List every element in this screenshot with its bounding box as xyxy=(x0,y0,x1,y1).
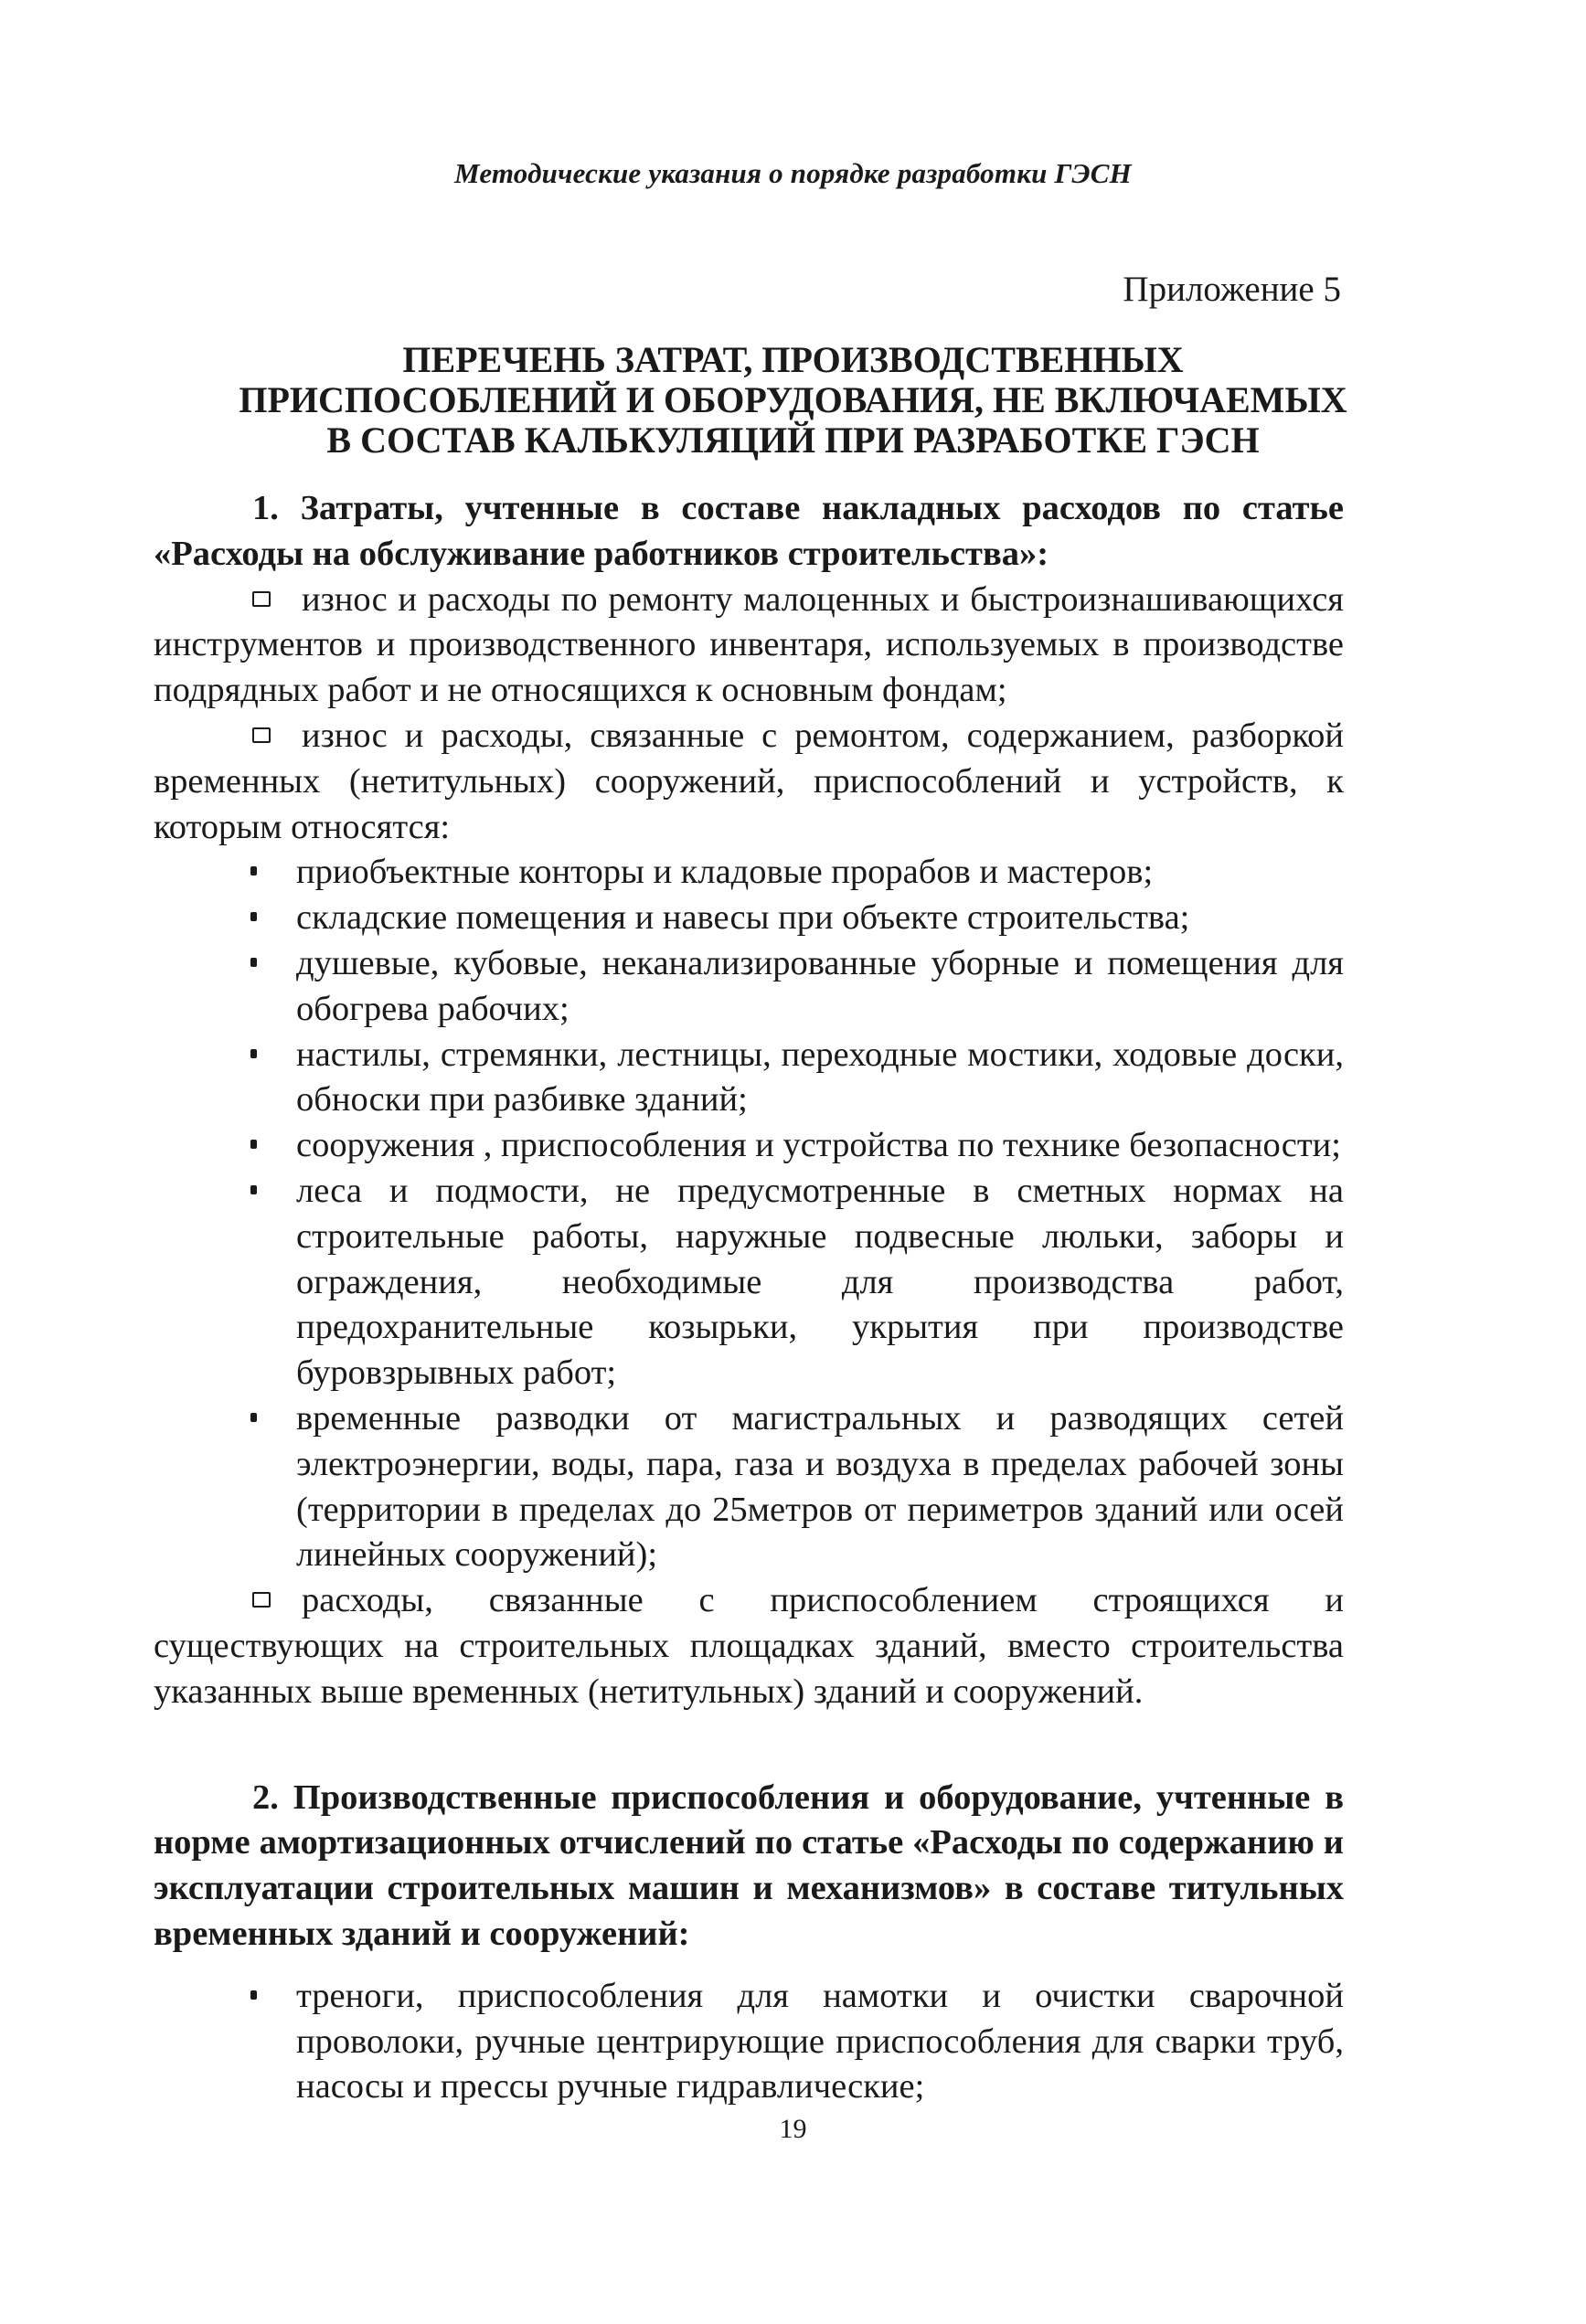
list-item-text: сооружения , приспособления и устройства по технике безопасности; xyxy=(296,1126,1341,1165)
document-body xyxy=(154,486,1344,2110)
title-line-2: ПРИСПОСОБЛЕНИЙ И ОБОРУДОВАНИЯ, НЕ ВКЛЮЧАЕМЫХ xyxy=(239,379,1347,420)
page-number: 19 xyxy=(779,2114,807,2144)
section-1-bullet-list xyxy=(154,850,1344,1578)
list-item xyxy=(154,1169,1344,1396)
list-item-text: временные разводки от магистральных и разводящих сетей электроэнергии, воды, пара, газа и воздуха в пределах рабочей зоны (территории в пределах до 25метров от периметров зданий или осей линейных сооружений); xyxy=(296,1398,1344,1575)
appendix-label: Приложение 5 xyxy=(1123,270,1341,309)
section-2-heading: 2. Производственные приспособления и оборудование, учтенные в норме амортизационных отчислений по статье «Расходы по содержанию и эксплуатации строительных машин и механизмов» в составе титульных временных зданий и сооружений: xyxy=(154,1777,1344,1953)
list-item-text: треноги, приспособления для намотки и очистки сварочной проволоки, ручные центрирующие приспособления для сварки труб, насосы и прессы ручные гидравлические; xyxy=(296,1976,1344,2106)
list-item xyxy=(154,941,1344,1033)
section-1-item-1-text: износ и расходы по ремонту малоценных и быстроизнашивающихся инструментов и производственного инвентаря, используемых в производстве подрядных работ и не относящихся к основным фондам; xyxy=(154,579,1344,710)
section-1-item-2 xyxy=(154,714,1344,850)
section-1-item-3-text: расходы, связанные с приспособлением строящихся и существующих на строительных площадках зданий, вместо строительства указанных выше временных (нетитульных) зданий и сооружений. xyxy=(154,1581,1344,1711)
list-item-text: леса и подмости, не предусмотренные в сметных нормах на строительные работы, наружные подвесные люльки, заборы и ограждения, необходимые для производства работ, предохранительные козырьки, укрытия при производстве буровзрывных работ; xyxy=(296,1171,1344,1393)
section-1-item-3 xyxy=(154,1578,1344,1714)
bullet-icon xyxy=(250,1049,257,1058)
list-item-text: душевые, кубовые, неканализированные уборные и помещения для обогрева рабочих; xyxy=(296,943,1344,1028)
bullet-icon xyxy=(250,912,257,921)
square-bullet-icon xyxy=(252,591,271,607)
list-item xyxy=(154,850,1344,896)
section-1-heading: 1. Затраты, учтенные в составе накладных расходов по статье «Расходы на обслуживание работников строительства»: xyxy=(154,489,1344,573)
list-item-text: настилы, стремянки, лестницы, переходные мостики, ходовые доски, обноски при разбивке зданий; xyxy=(296,1035,1344,1120)
list-item xyxy=(154,1123,1344,1169)
list-item xyxy=(154,1033,1344,1124)
document-title xyxy=(165,340,1421,461)
title-line-3: В СОСТАВ КАЛЬКУЛЯЦИЙ ПРИ РАЗРАБОТКЕ ГЭСН xyxy=(326,419,1260,461)
list-item-text: складские помещения и навесы при объекте строительства; xyxy=(296,898,1190,938)
bullet-icon xyxy=(250,1990,257,2000)
list-item-text: приобъектные конторы и кладовые прорабов и мастеров; xyxy=(296,853,1154,892)
running-header: Методические указания о порядке разработки ГЭСН xyxy=(454,157,1132,189)
square-bullet-icon xyxy=(252,1592,271,1608)
section-1-item-1 xyxy=(154,578,1344,714)
square-bullet-icon xyxy=(252,727,271,743)
bullet-icon xyxy=(250,1413,257,1422)
list-item xyxy=(154,1974,1344,2110)
bullet-icon xyxy=(250,958,257,967)
section-2-bullet-list xyxy=(154,1974,1344,2110)
section-spacer xyxy=(154,1715,1344,1776)
section-1-item-2-text: износ и расходы, связанные с ремонтом, содержанием, разборкой временных (нетитульных) сооружений, приспособлений и устройств, к которым относятся: xyxy=(154,716,1344,846)
bullet-icon xyxy=(250,1140,257,1149)
list-item xyxy=(154,1396,1344,1578)
bullet-icon xyxy=(250,866,257,875)
bullet-icon xyxy=(250,1185,257,1194)
title-line-1: ПЕРЕЧЕНЬ ЗАТРАТ, ПРОИЗВОДСТВЕННЫХ xyxy=(402,339,1184,380)
list-item xyxy=(154,896,1344,941)
